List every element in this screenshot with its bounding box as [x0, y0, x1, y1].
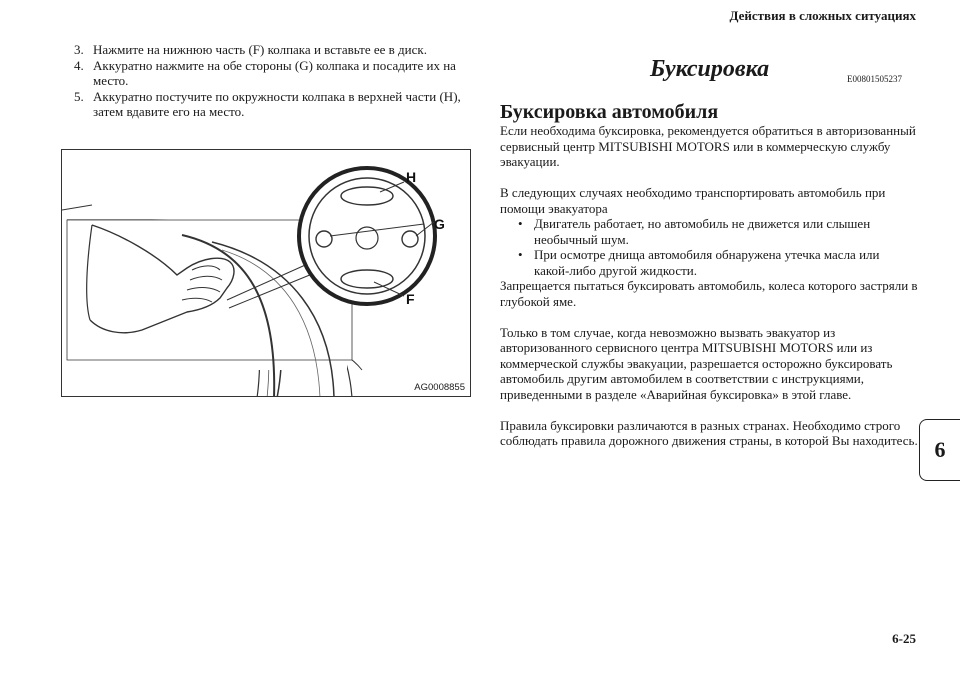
- subheading: Буксировка автомобиля: [500, 101, 719, 123]
- step-item: 5. Аккуратно постучите по окружности колпака в верхней части (H), затем вдавите его на место.: [74, 88, 461, 119]
- callout-label-g: G: [434, 216, 445, 232]
- bullet-item: • При осмотре днища автомобиля обнаружена утечка масла или какой-либо другой жидкости.: [518, 247, 880, 278]
- paragraph: В следующих случаях необходимо транспортировать автомобиль при помощи эвакуатора: [500, 185, 886, 216]
- paragraph: Если необходима буксировка, рекомендуется обратиться в авторизованный сервисный центр MITSUBISHI MOTORS или в коммерческую службу эвакуации.: [500, 123, 916, 169]
- chapter-tab: 6: [919, 419, 960, 481]
- paragraph: Запрещается пытаться буксировать автомобиль, колеса которого застряли в глубокой яме.: [500, 278, 918, 309]
- bullet-icon: •: [518, 216, 523, 231]
- wheel-cover-illustration: [61, 149, 471, 397]
- body-text: [500, 123, 918, 464]
- step-item: 4. Аккуратно нажмите на обе стороны (G) колпака и посадите их на место.: [74, 57, 456, 88]
- step-text: Аккуратно постучите по окружности колпака в верхней части (H), затем вдавите его на место.: [93, 88, 461, 119]
- paragraph: Правила буксировки различаются в разных странах. Необходимо строго соблюдать правила дорожного движения страны, в которой Вы находитесь.: [500, 417, 918, 448]
- step-text: Аккуратно нажмите на обе стороны (G) колпака и посадите их на место.: [93, 57, 456, 88]
- callout-label-h: H: [406, 169, 417, 185]
- bullet-item: • Двигатель работает, но автомобиль не движется или слышен необычный шум.: [518, 216, 871, 247]
- instruction-steps: [74, 42, 474, 120]
- bullet-icon: •: [518, 247, 523, 262]
- illustration-drawing: [62, 150, 471, 397]
- figure-code: AG0008855: [414, 382, 465, 393]
- step-item: 3. Нажмите на нижнюю часть (F) колпака и вставьте ее в диск.: [74, 42, 427, 57]
- page-number: 6-25: [892, 631, 916, 646]
- step-text: Нажмите на нижнюю часть (F) колпака и вставьте ее в диск.: [93, 42, 427, 57]
- callout-label-f: F: [406, 291, 415, 307]
- paragraph: Только в том случае, когда невозможно вызвать эвакуатор из авторизованного сервисного центра MITSUBISHI MOTORS или из коммерческой службы эвакуации, разрешается осторожно буксировать автомобиль другим автомобилем в соответствии с инструкциями, приведенными в разделе «Аварийная буксировка» в этой главе.: [500, 324, 893, 402]
- section-title: Буксировка: [650, 56, 770, 82]
- section-code: E00801505237: [847, 74, 902, 84]
- running-header: Действия в сложных ситуациях: [729, 8, 916, 23]
